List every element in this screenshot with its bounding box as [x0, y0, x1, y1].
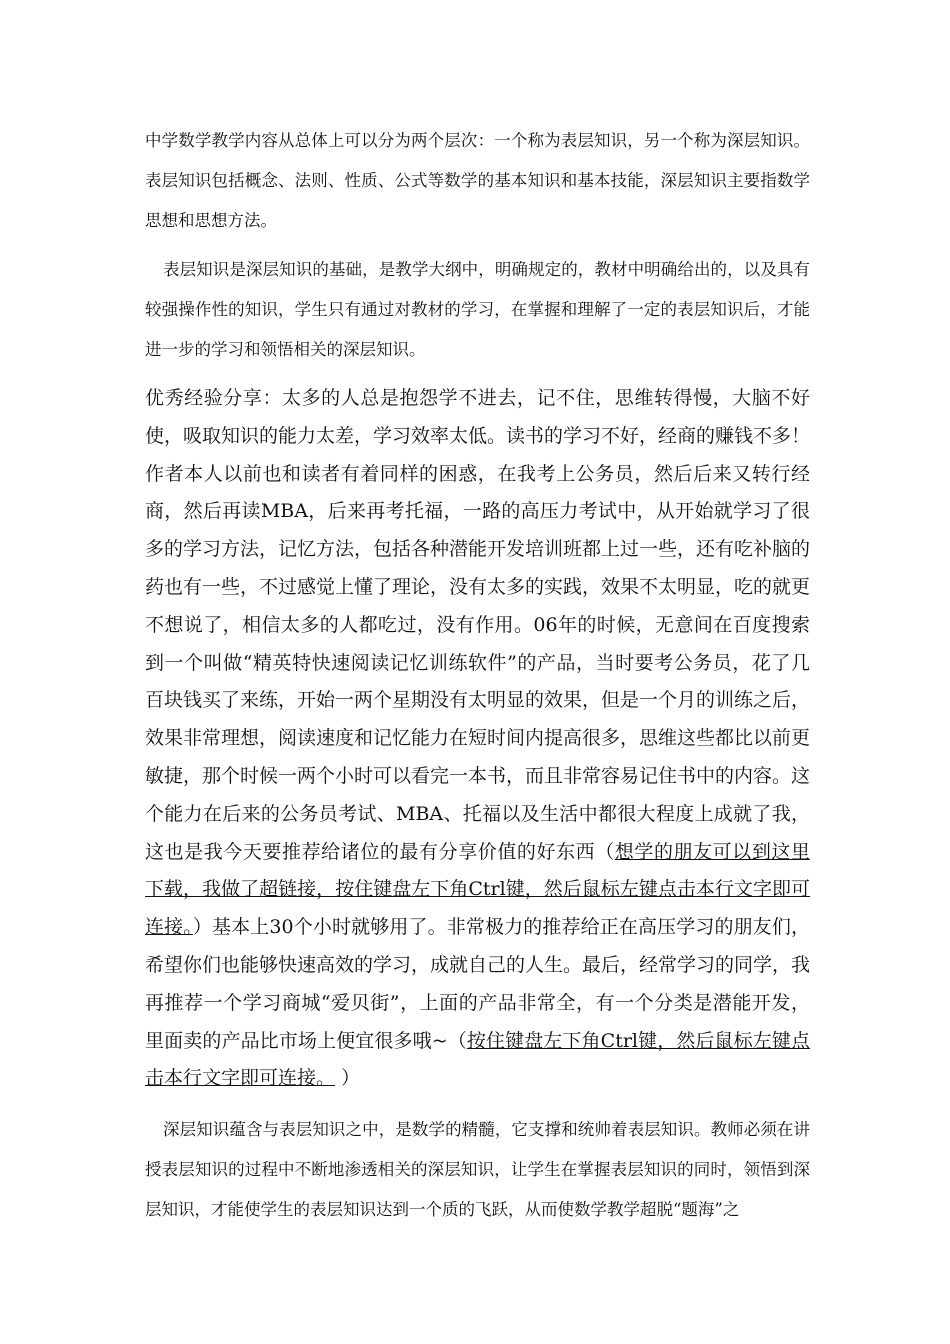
download-link[interactable]: 想学的朋友可以到这里下载，我做了超链接，按住键盘左下角Ctrl键，然后鼠标左键点击本行文字即可连接。: [145, 840, 810, 939]
paragraph-layers-intro: 中学数学教学内容从总体上可以分为两个层次：一个称为表层知识，另一个称为深层知识。表层知识包括概念、法则、性质、公式等数学的基本知识和基本技能，深层知识主要指数学思想和思想方法。: [145, 131, 810, 230]
experience-text-part2: ）基本上30个小时就够用了。非常极力的推荐给正在高压学习的朋友们，希望你们也能够快速高效的学习，成就自己的人生。最后，经常学习的同学，我再推荐一个学习商城“爱贝街”，上面的产品非常全，有一个分类是潜能开发，里面卖的产品比市场上便宜很多哦~（: [145, 916, 811, 1052]
paragraph-surface-knowledge: 表层知识是深层知识的基础，是教学大纲中，明确规定的，教材中明确给出的，以及具有较强操作性的知识，学生只有通过对教材的学习，在掌握和理解了一定的表层知识后，才能进一步的学习和领悟相关的深层知识。: [145, 260, 810, 359]
shop-link[interactable]: 按住键盘左下角Ctrl键，然后鼠标左键点击本行文字即可连接。: [145, 1029, 811, 1090]
experience-text-part1: 优秀经验分享：太多的人总是抱怨学不进去，记不住，思维转得慢，大脑不好使，吸取知识的能力太差，学习效率太低。读书的学习不好，经商的赚钱不多！作者本人以前也和读者有着同样的困惑，在我考上公务员，然后后来又转行经商，然后再读MBA，后来再考托福，一路的高压力考试中，从开始就学习了很多的学习方法，记忆方法，包括各种潜能开发培训班都上过一些，还有吃补脑的药也有一些，不过感觉上懂了理论，没有太多的实践，效果不太明显，吃的就更不想说了，相信太多的人都吃过，没有作用。06年的时候，无意间在百度搜索到一个叫做“精英特快速阅读记忆训练软件”的产品，当时要考公务员，花了几百块钱买了来练，开始一两个星期没有太明显的效果，但是一个月的训练之后，效果非常理想，阅读速度和记忆能力在短时间内提高很多，思维这些都比以前更敏捷，那个时候一两个小时可以看完一本书，而且非常容易记住书中的内容。这个能力在后来的公务员考试、MBA、托福以及生活中都很大程度上成就了我，这也是我今天要推荐给诸位的最有分享价值的好东西（: [145, 387, 811, 863]
experience-text-part3: ）: [335, 1067, 361, 1090]
paragraph-deep-knowledge: 深层知识蕴含与表层知识之中，是数学的精髓，它支撑和统帅着表层知识。教师必须在讲授表层知识的过程中不断地渗透相关的深层知识，让学生在掌握表层知识的同时，领悟到深层知识，才能使学生的表层知识达到一个质的飞跃，从而使数学教学超脱“题海”之: [145, 1120, 810, 1219]
paragraph-experience-share: [145, 380, 810, 1098]
